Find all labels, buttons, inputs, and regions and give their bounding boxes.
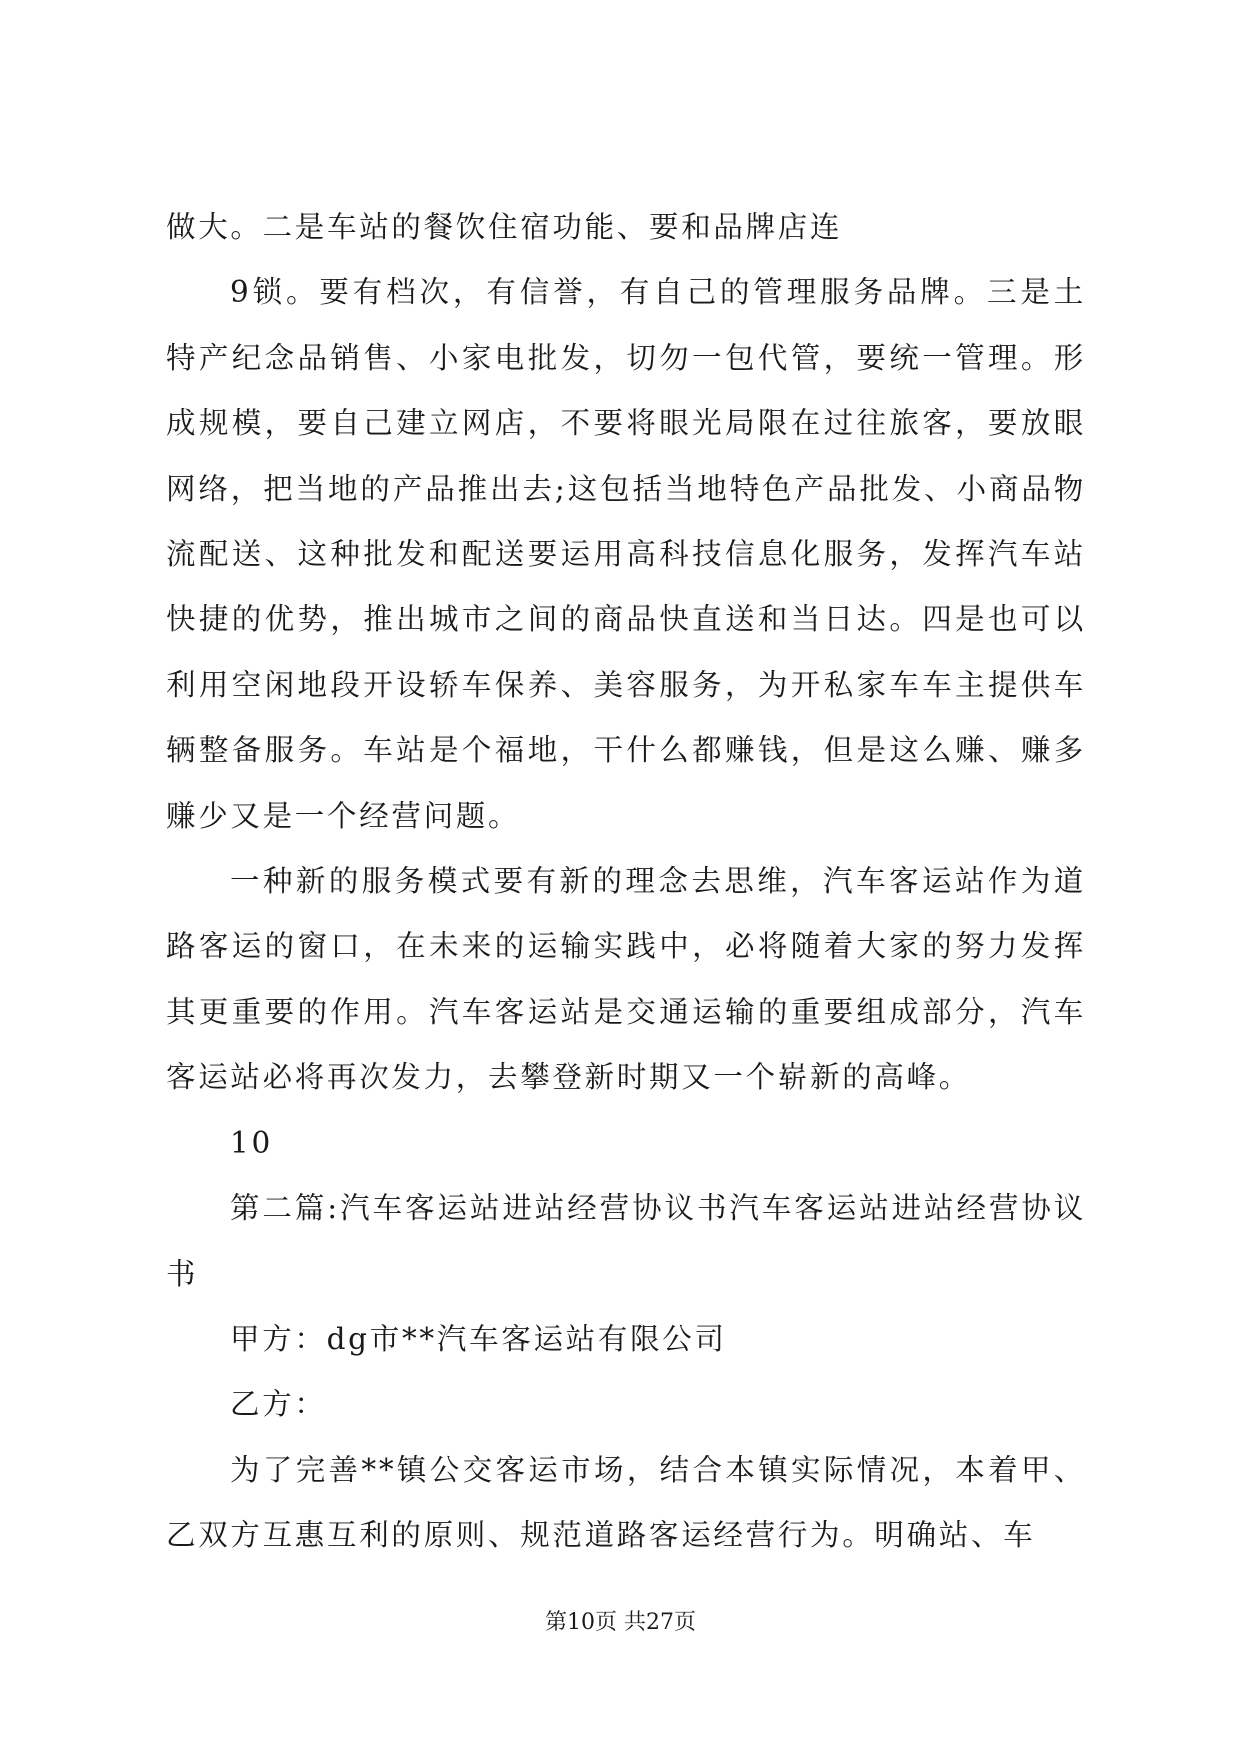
page-footer: 第10页 共27页 (545, 1610, 696, 1635)
document-body (166, 195, 1086, 1569)
paragraph-continuation: 做大。二是车站的餐饮住宿功能、要和品牌店连 (166, 210, 843, 244)
paragraph-station-services: 9锁。要有档次，有信誉，有自己的管理服务品牌。三是土特产纪念品销售、小家电批发，切勿一包代管，要统一管理。形成规模，要自己建立网店，不要将眼光局限在过往旅客，要放眼网络，把当地的产品推出去;这包括当地特色产品批发、小商品物流配送、这种批发和配送要运用高科技信息化服务，发挥汽车站快捷的优势，推出城市之间的商品快直送和当日达。四是也可以利用空闲地段开设轿车保养、美容服务，为开私家车车主提供车辆整备服务。车站是个福地，干什么都赚钱，但是这么赚、赚多赚少又是一个经营问题。 (166, 275, 1086, 833)
section-title: 第二篇:汽车客运站进站经营协议书汽车客运站进站经营协议书 (166, 1191, 1086, 1291)
paragraph-new-service-model: 一种新的服务模式要有新的理念去思维，汽车客运站作为道路客运的窗口，在未来的运输实践中，必将随着大家的努力发挥其更重要的作用。汽车客运站是交通运输的重要组成部分，汽车客运站必将再次发力，去攀登新时期又一个崭新的高峰。 (166, 864, 1086, 1095)
party-b: 乙方： (230, 1387, 327, 1422)
paragraph-page-number: 10 (230, 1125, 273, 1160)
party-a: 甲方：dg市**汽车客运站有限公司 (230, 1321, 727, 1356)
agreement-preamble: 为了完善**镇公交客运市场，结合本镇实际情况，本着甲、乙双方互惠互利的原则、规范道路客运经营行为。明确站、车 (166, 1452, 1086, 1553)
